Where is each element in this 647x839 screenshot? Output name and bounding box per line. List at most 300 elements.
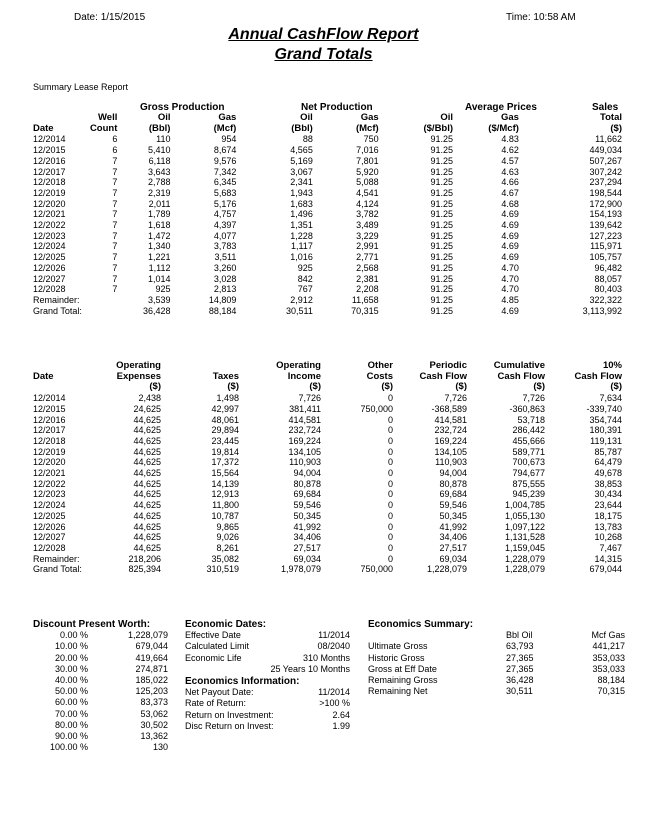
table-cell: 44,625: [133, 489, 161, 500]
table-cell: 455,666: [512, 435, 545, 446]
column-header: Income: [287, 370, 321, 382]
rate-label: 50.00 %: [54, 686, 88, 697]
table-cell: 80,403: [594, 284, 622, 295]
table-row: [33, 134, 622, 145]
table-cell: 69,034: [293, 553, 321, 564]
column-header: Gas: [218, 112, 237, 123]
table-row: [33, 500, 622, 511]
table-row: [33, 457, 622, 468]
table-cell: 12/2014: [33, 134, 66, 145]
table-cell: 169,224: [434, 435, 467, 446]
table-row: [33, 209, 622, 220]
table-cell: 88,184: [208, 305, 237, 316]
table-row: [33, 177, 622, 188]
table-cell: 2,438: [138, 393, 161, 404]
table-cell: 8,261: [216, 542, 239, 553]
block-heading: Economic Dates:: [185, 619, 267, 630]
table-cell: 2,813: [213, 284, 237, 295]
table-cell: 7,342: [213, 166, 237, 177]
table-cell: 4,757: [213, 209, 237, 220]
table-cell: 44,625: [133, 414, 161, 425]
table-cell: 7: [112, 209, 118, 220]
column-header: Total: [600, 112, 622, 123]
table-cell: 7: [112, 220, 118, 231]
table-cell: 0: [387, 489, 393, 500]
table-cell: 945,239: [512, 489, 545, 500]
list-item: [185, 721, 350, 732]
table-cell: 14,809: [208, 294, 237, 305]
economics-information: [185, 676, 350, 732]
list-item: [185, 710, 350, 721]
list-item: [185, 664, 350, 675]
table-cell: 218,206: [128, 553, 161, 564]
table-cell: 7: [112, 284, 118, 295]
column-header: Expenses: [116, 370, 161, 382]
table-cell: 3,783: [213, 241, 237, 252]
table-cell: 12/2019: [33, 187, 66, 198]
table-cell: -339,740: [586, 403, 622, 414]
table-cell: 12/2027: [33, 273, 66, 284]
table-cell: 127,223: [589, 230, 622, 241]
table-cell: 50,345: [293, 510, 321, 521]
item-value: 27,365: [506, 652, 534, 663]
table-row: [33, 468, 622, 479]
table-cell: 237,294: [589, 177, 622, 188]
table-cell: 2,319: [147, 187, 171, 198]
table-cell: 169,224: [288, 435, 321, 446]
table-cell: 44,625: [133, 457, 161, 468]
table-cell: 5,410: [147, 145, 171, 156]
table-cell: 0: [387, 468, 393, 479]
table-cell: 2,341: [290, 177, 313, 188]
table-cell: 9,576: [213, 155, 237, 166]
table-cell: 12/2025: [33, 252, 66, 263]
column-header: Operating: [276, 360, 321, 371]
list-item: [33, 731, 173, 742]
table-cell: 44,625: [133, 510, 161, 521]
list-item: [33, 742, 173, 753]
table-cell: 1,683: [290, 198, 313, 209]
column-header: ($): [381, 381, 393, 393]
table-cell: 91.25: [430, 241, 454, 252]
table-cell: 3,539: [147, 294, 171, 305]
table-cell: 7,726: [298, 393, 321, 404]
table-cell: 91.25: [430, 187, 454, 198]
table-cell: 12/2022: [33, 478, 66, 489]
production-table: [33, 113, 622, 316]
table-cell: 0: [387, 446, 393, 457]
table-cell: Remainder:: [33, 553, 80, 564]
header-row: [368, 630, 625, 641]
column-header: ($): [610, 381, 622, 393]
table-cell: 27,517: [439, 542, 467, 553]
item-value: 70,315: [597, 686, 625, 697]
column-header: Cumulative: [493, 360, 545, 371]
table-cell: 4.83: [501, 134, 519, 145]
table-row: [33, 306, 622, 317]
block-heading: Economics Information:: [185, 676, 300, 687]
item-label: Gross at Eff Date: [368, 663, 437, 674]
table-cell: 0: [387, 435, 393, 446]
table-cell: 85,787: [594, 446, 622, 457]
list-item: [33, 653, 173, 664]
group-average-prices: Average Prices: [465, 102, 537, 113]
column-header: (Bbl): [148, 122, 171, 134]
list-item: [368, 641, 625, 652]
table-cell: [88, 306, 117, 317]
rate-value: 125,203: [135, 686, 168, 697]
rate-value: 419,664: [135, 652, 168, 663]
table-cell: 7: [112, 262, 118, 273]
table-cell: 1,004,785: [504, 500, 545, 511]
table-cell: 29,894: [211, 425, 239, 436]
table-cell: 4.69: [501, 241, 519, 252]
table-cell: 1,228: [290, 230, 313, 241]
item-label: Effective Date: [185, 630, 241, 641]
table-cell: 7: [112, 187, 118, 198]
table-row: [33, 284, 622, 295]
column-header: ($/Bbl): [423, 122, 454, 134]
item-value: 353,033: [592, 663, 625, 674]
table-cell: 0: [387, 521, 393, 532]
column-header: Gas: [360, 112, 379, 123]
column-header: Cash Flow: [497, 370, 545, 382]
table-cell: 115,971: [590, 241, 622, 252]
time-label: Time:: [506, 12, 531, 23]
table-cell: 70,315: [351, 305, 379, 316]
table-cell: 24,625: [133, 403, 161, 414]
table-cell: 1,097,122: [504, 521, 545, 532]
group-sales: Sales: [592, 102, 619, 113]
table-cell: 0: [387, 500, 393, 511]
table-cell: [88, 295, 117, 306]
table-cell: 44,625: [133, 500, 161, 511]
table-row: [33, 263, 622, 274]
table-cell: 19,814: [211, 446, 239, 457]
table-cell: 48,061: [211, 414, 239, 425]
column-header: Taxes: [212, 370, 239, 382]
table-cell: 4.69: [501, 230, 519, 241]
column-header: (Mcf): [213, 122, 237, 134]
table-cell: 954: [221, 134, 237, 145]
table-cell: -368,589: [431, 403, 467, 414]
table-cell: 7: [112, 198, 118, 209]
table-cell: 2,912: [290, 294, 313, 305]
column-header: ($): [309, 381, 321, 393]
table-cell: 12/2024: [33, 500, 66, 511]
table-row: [33, 156, 622, 167]
table-cell: Grand Total:: [33, 305, 82, 316]
table-cell: 12/2021: [33, 468, 66, 479]
table-cell: 30,434: [594, 489, 622, 500]
table-cell: 91.25: [430, 145, 454, 156]
column-header: Oil: [300, 112, 313, 123]
table-cell: 91.25: [430, 305, 454, 316]
table-cell: 825,394: [128, 564, 161, 575]
table-cell: 11,658: [351, 294, 379, 305]
table-cell: 172,900: [589, 198, 622, 209]
column-header: ($): [149, 381, 161, 393]
table-cell: 7: [112, 252, 118, 263]
table-cell: 0: [387, 532, 393, 543]
table-cell: 3,489: [356, 220, 379, 231]
table-cell: 1,055,130: [504, 510, 545, 521]
table-cell: 381,411: [289, 403, 321, 414]
table-cell: 41,992: [293, 521, 321, 532]
table-cell: 322,322: [589, 294, 622, 305]
table-cell: 12/2023: [33, 230, 66, 241]
table-row: [33, 543, 622, 554]
table-cell: 449,034: [589, 145, 622, 156]
list-item: [33, 697, 173, 708]
item-value: 08/2040: [317, 641, 350, 652]
table-cell: 3,782: [356, 209, 379, 220]
column-header: Cash Flow: [574, 370, 622, 382]
table-cell: 6: [112, 134, 118, 145]
column-header: Mcf Gas: [591, 630, 625, 641]
rate-value: 130: [152, 742, 168, 753]
table-row: [33, 522, 622, 533]
table-row: [33, 436, 622, 447]
column-header: (Mcf): [355, 122, 379, 134]
table-cell: 12/2017: [33, 166, 66, 177]
table-row: [33, 188, 622, 199]
table-cell: 91.25: [430, 252, 454, 263]
group-gross-production: Gross Production: [140, 102, 225, 113]
table-row: [33, 241, 622, 252]
table-cell: 4,077: [213, 230, 237, 241]
table-cell: 0: [387, 553, 393, 564]
table-cell: 7: [112, 166, 118, 177]
column-header: Well: [98, 112, 118, 123]
table-cell: 2,991: [356, 241, 379, 252]
table-cell: 5,920: [356, 166, 379, 177]
table-cell: 12/2016: [33, 414, 66, 425]
table-cell: 3,229: [356, 230, 379, 241]
table-cell: 9,865: [216, 521, 239, 532]
list-item: [33, 720, 173, 731]
list-item: [185, 630, 350, 641]
list-item: [368, 675, 625, 686]
header-row: [33, 124, 622, 135]
table-cell: 91.25: [430, 166, 454, 177]
column-header: Oil: [157, 112, 171, 123]
table-row: [33, 295, 622, 306]
table-cell: Grand Total:: [33, 564, 82, 575]
table-cell: 119,131: [590, 435, 622, 446]
column-header: ($): [227, 381, 239, 393]
table-row: [33, 404, 622, 415]
list-item: [368, 664, 625, 675]
rate-label: 40.00 %: [54, 674, 88, 685]
table-cell: 4,565: [290, 145, 313, 156]
table-cell: 307,242: [589, 166, 622, 177]
table-cell: 3,643: [147, 166, 171, 177]
table-cell: 414,581: [434, 414, 467, 425]
table-cell: 12/2016: [33, 155, 66, 166]
column-header: Date: [33, 370, 54, 382]
item-value: >100 %: [319, 698, 350, 709]
table-cell: 91.25: [430, 198, 454, 209]
table-cell: 91.25: [430, 284, 454, 295]
rate-label: 90.00 %: [54, 730, 88, 741]
table-cell: 91.25: [430, 134, 454, 145]
list-item: [33, 675, 173, 686]
table-cell: 4,397: [213, 220, 237, 231]
rate-label: 80.00 %: [54, 719, 88, 730]
table-cell: 44,625: [133, 468, 161, 479]
rate-label: 70.00 %: [54, 708, 88, 719]
table-cell: 1,789: [147, 209, 171, 220]
table-row: [33, 554, 622, 565]
list-item: [185, 641, 350, 652]
table-cell: 1,014: [147, 273, 171, 284]
list-item: [33, 641, 173, 652]
table-cell: 12/2017: [33, 425, 66, 436]
table-cell: 69,034: [439, 553, 467, 564]
table-cell: 12/2028: [33, 542, 66, 553]
table-cell: 1,016: [290, 252, 313, 263]
item-value: 441,217: [592, 641, 625, 652]
table-cell: 3,113,992: [582, 305, 622, 316]
list-item: [368, 686, 625, 697]
table-cell: 4.69: [501, 220, 519, 231]
table-cell: 1,228,079: [504, 553, 545, 564]
column-header: Other: [367, 360, 393, 371]
table-row: [33, 479, 622, 490]
list-item: [33, 709, 173, 720]
table-cell: 17,372: [211, 457, 239, 468]
table-cell: 44,625: [133, 521, 161, 532]
table-cell: 44,625: [133, 478, 161, 489]
item-label: Calculated Limit: [185, 641, 250, 652]
discount-present-worth: [33, 619, 173, 753]
table-cell: 12,913: [211, 489, 239, 500]
table-row: [33, 511, 622, 522]
rate-label: 0.00 %: [59, 630, 88, 641]
table-cell: 80,878: [293, 478, 321, 489]
table-cell: 4.70: [501, 284, 519, 295]
table-cell: 5,176: [213, 198, 237, 209]
header-row: [33, 113, 622, 124]
table-cell: 91.25: [430, 220, 454, 231]
table-cell: 12/2018: [33, 177, 66, 188]
table-cell: 154,193: [589, 209, 622, 220]
item-value: 353,033: [592, 652, 625, 663]
table-cell: 27,517: [293, 542, 321, 553]
rate-label: 10.00 %: [54, 641, 88, 652]
column-header: (Bbl): [291, 122, 313, 134]
item-value: 11/2014: [318, 630, 350, 641]
table-cell: 232,724: [288, 425, 321, 436]
table-row: [33, 532, 622, 543]
table-cell: 12/2018: [33, 435, 66, 446]
table-cell: 0: [387, 457, 393, 468]
table-cell: 1,498: [216, 393, 239, 404]
table-cell: 12/2024: [33, 241, 66, 252]
table-cell: 91.25: [430, 294, 454, 305]
table-cell: 44,625: [133, 446, 161, 457]
table-cell: 44,625: [133, 425, 161, 436]
table-cell: 12/2019: [33, 446, 66, 457]
table-cell: 10,268: [594, 532, 622, 543]
table-cell: 94,004: [439, 468, 467, 479]
table-cell: 354,744: [589, 414, 622, 425]
table-cell: 9,026: [216, 532, 239, 543]
table-cell: 0: [387, 510, 393, 521]
table-cell: 23,644: [594, 500, 622, 511]
table-row: [33, 199, 622, 210]
table-cell: 4.68: [501, 198, 519, 209]
table-cell: 750: [363, 134, 379, 145]
table-cell: 3,511: [214, 252, 237, 263]
item-value: 310 Months: [302, 652, 350, 663]
table-cell: 14,139: [211, 478, 239, 489]
table-row: [33, 145, 622, 156]
table-cell: 12/2015: [33, 403, 66, 414]
table-cell: 13,783: [594, 521, 622, 532]
table-cell: 750,000: [360, 564, 393, 575]
table-cell: -360,863: [509, 403, 545, 414]
table-cell: 91.25: [430, 230, 454, 241]
table-cell: 4.63: [501, 166, 519, 177]
table-cell: 198,544: [589, 187, 622, 198]
table-cell: 286,442: [512, 425, 545, 436]
rate-value: 679,044: [135, 641, 168, 652]
table-cell: 7,726: [522, 393, 545, 404]
table-cell: 1,131,528: [504, 532, 545, 543]
table-cell: 5,088: [356, 177, 379, 188]
economics-summary: [368, 619, 625, 697]
table-cell: 12/2021: [33, 209, 66, 220]
table-row: [33, 167, 622, 178]
table-row: [33, 274, 622, 285]
table-cell: 42,997: [211, 403, 239, 414]
date-label: Date:: [74, 12, 98, 23]
table-cell: 6: [112, 145, 118, 156]
table-cell: 91.25: [430, 262, 454, 273]
table-cell: 91.25: [430, 177, 454, 188]
date-value: 1/15/2015: [100, 12, 146, 23]
table-cell: 0: [387, 478, 393, 489]
table-cell: 94,004: [293, 468, 321, 479]
table-cell: 7: [112, 230, 118, 241]
table-cell: 4.67: [501, 187, 519, 198]
table-row: [33, 252, 622, 263]
table-cell: 7,801: [356, 155, 379, 166]
rate-value: 83,373: [140, 697, 168, 708]
table-cell: 842: [297, 273, 313, 284]
table-row: [33, 393, 622, 404]
table-cell: 50,345: [439, 510, 467, 521]
table-cell: 925: [297, 262, 313, 273]
table-cell: 12/2026: [33, 262, 66, 273]
table-cell: 507,267: [589, 155, 622, 166]
list-item: [185, 698, 350, 709]
table-row: [33, 489, 622, 500]
table-cell: 12/2023: [33, 489, 66, 500]
table-cell: 7: [112, 155, 118, 166]
table-cell: 1,496: [290, 209, 313, 220]
item-label: Historic Gross: [368, 652, 425, 663]
table-cell: 3,028: [213, 273, 237, 284]
table-cell: 110: [156, 134, 171, 145]
table-cell: 1,351: [290, 220, 313, 231]
list-item: [185, 653, 350, 664]
list-item: [368, 653, 625, 664]
table-cell: 4.57: [501, 155, 519, 166]
table-cell: 1,221: [147, 252, 171, 263]
